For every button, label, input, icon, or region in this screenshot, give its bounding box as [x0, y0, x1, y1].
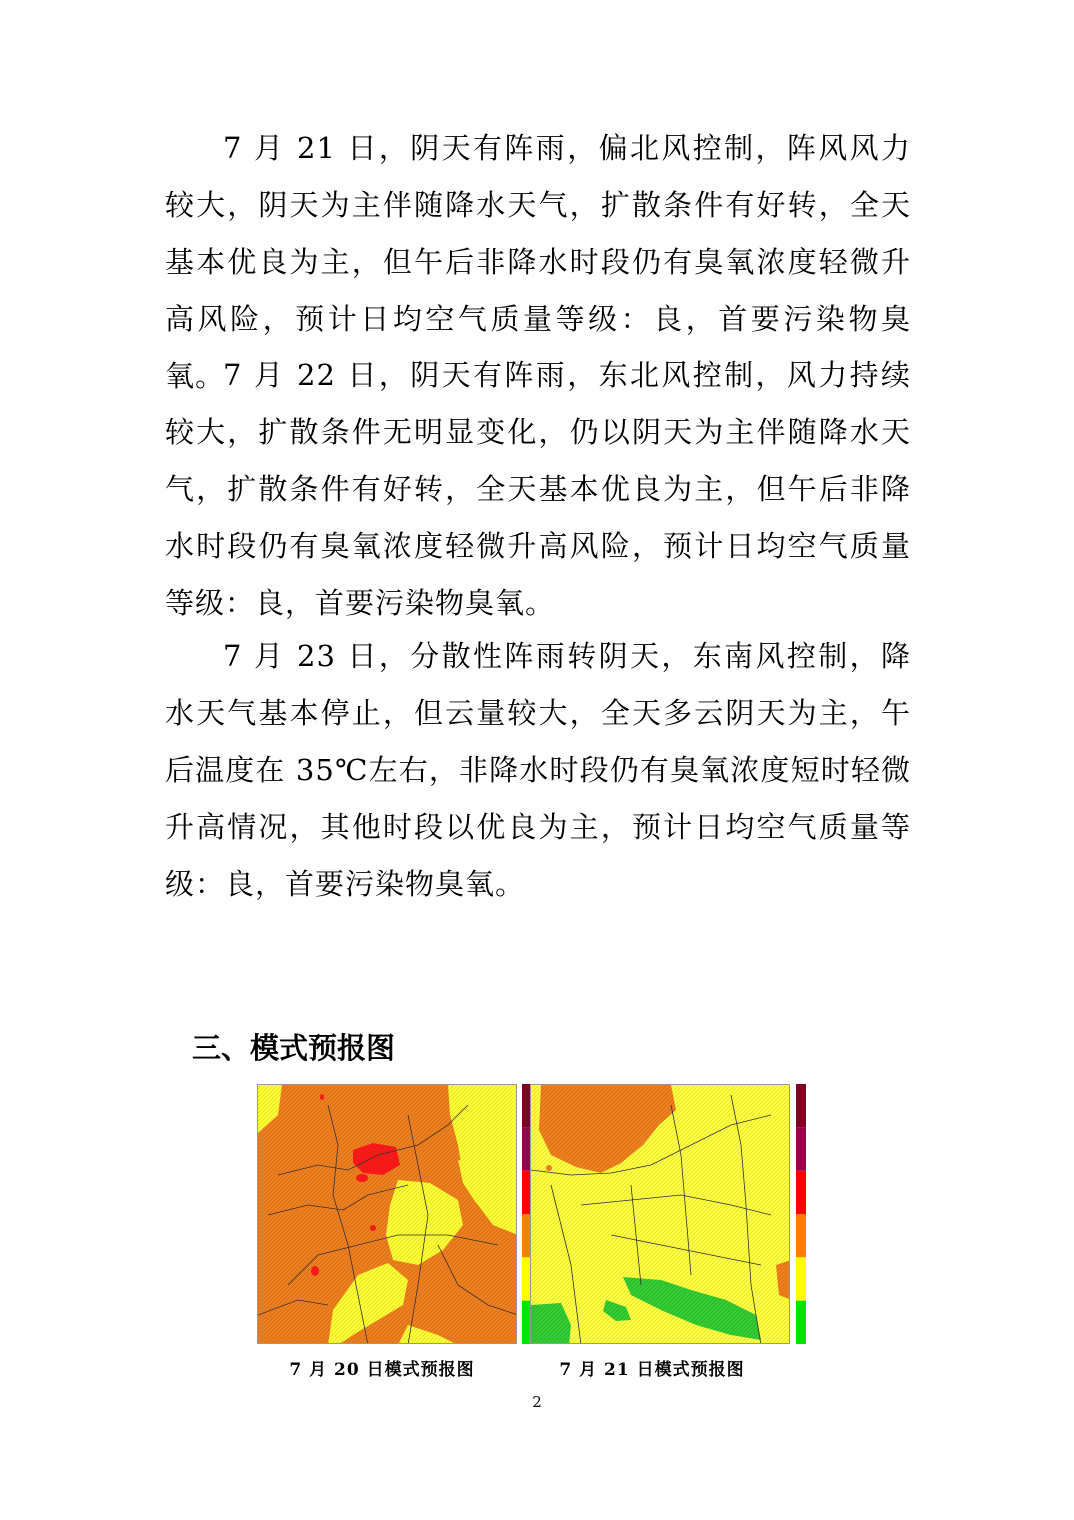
page-number: 2 — [532, 1393, 542, 1411]
legend-swatch — [796, 1127, 806, 1170]
legend-swatch — [796, 1301, 806, 1344]
legend-swatch — [796, 1171, 806, 1214]
forecast-paragraph-jul23: 7 月 23 日，分散性阵雨转阴天，东南风控制，降水天气基本停止，但云量较大，全天多云阴天为主，午后温度在 35℃左右，非降水时段仍有臭氧浓度短时轻微升高情况，其他时段以优良为主，预计日均空气质量等级：良，首要污染物臭氧。 — [165, 639, 911, 901]
section-heading-model-forecast: 三、模式预报图 — [192, 1031, 396, 1065]
forecast-paragraph-jul22: 7 月 22 日，阴天有阵雨，东北风控制，风力持续较大，扩散条件无明显变化，仍以阴天为主伴随降水天气，扩散条件有好转，全天基本优良为主，但午后非降水时段仍有臭氧浓度轻微升高风险，预计日均空气质量等级：良，首要污染物臭氧。 — [165, 358, 911, 620]
forecast-paragraph-jul21: 7 月 21 日，阴天有阵雨，偏北风控制，阵风风力较大，阴天为主伴随降水天气，扩散条件有好转，全天基本优良为主，但午后非降水时段仍有臭氧浓度轻微升高风险，预计日均空气质量等级：良，首要污染物臭氧。 — [165, 131, 911, 393]
figure-caption-jul20: 7 月 20 日模式预报图 — [289, 1360, 475, 1380]
map-graphic-jul21 — [531, 1085, 790, 1344]
legend-swatch — [796, 1257, 806, 1300]
forecast-map-jul21 — [530, 1084, 790, 1344]
legend-swatch — [796, 1084, 806, 1127]
figure-caption-jul21: 7 月 21 日模式预报图 — [559, 1360, 745, 1380]
forecast-map-jul20 — [257, 1084, 517, 1344]
map-image-jul21 — [530, 1084, 790, 1344]
map-graphic-jul20 — [258, 1085, 517, 1344]
map-image-jul20 — [257, 1084, 517, 1344]
aqi-legend-bar-jul21 — [796, 1084, 806, 1344]
legend-swatch — [796, 1214, 806, 1257]
